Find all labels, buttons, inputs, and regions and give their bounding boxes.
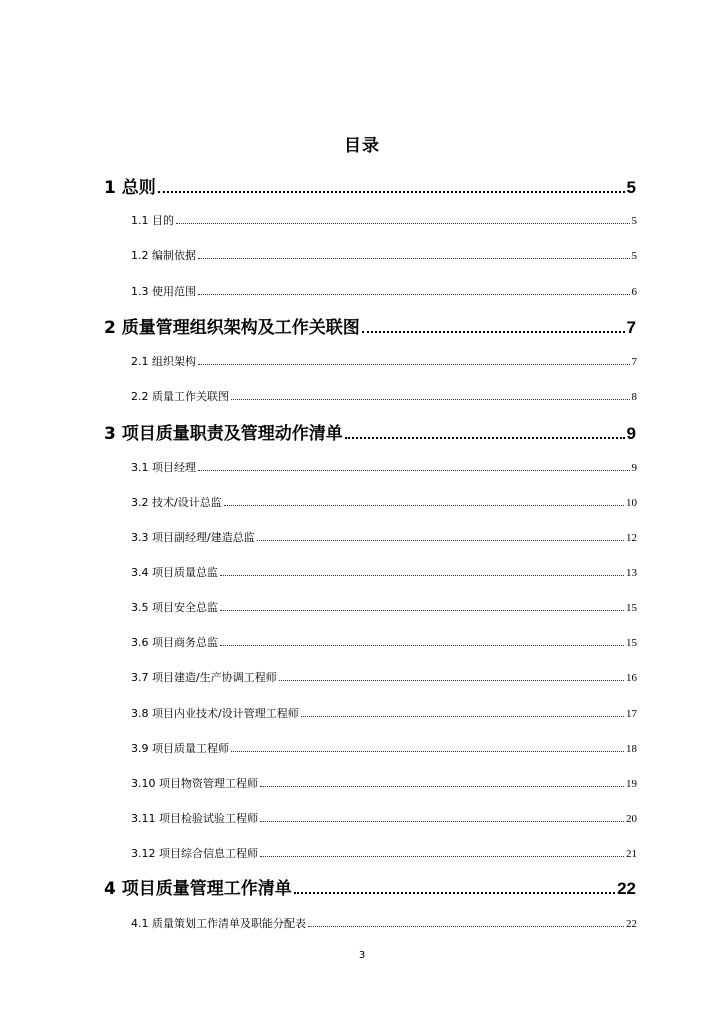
dot-leader — [198, 364, 630, 365]
toc-entry-page: 8 — [631, 391, 637, 403]
toc-entry-page: 21 — [626, 848, 637, 860]
dot-leader — [294, 892, 615, 894]
toc-entry-page: 6 — [631, 286, 637, 298]
toc-entry-page: 7 — [631, 356, 637, 368]
toc-entry-3-1[interactable] — [131, 459, 637, 475]
toc-entry-label: 1.2 编制依据 — [131, 249, 196, 262]
toc-entry-label: 3.7 项目建造/生产协调工程师 — [131, 671, 277, 684]
toc-entry-page: 12 — [626, 532, 637, 544]
page-number: 3 — [358, 950, 366, 961]
toc-entry-label: 3.4 项目质量总监 — [131, 566, 218, 579]
toc-entry-page: 15 — [626, 602, 637, 614]
dot-leader — [224, 505, 624, 506]
dot-leader — [308, 926, 624, 927]
dot-leader — [260, 786, 624, 787]
toc-entry-label: 3.9 项目质量工程师 — [131, 742, 229, 755]
toc-entry-1[interactable] — [104, 173, 636, 198]
dot-leader — [260, 821, 624, 822]
toc-entry-label: 1.3 使用范围 — [131, 285, 196, 298]
toc-entry-page: 9 — [631, 462, 637, 474]
toc-entry-3-9[interactable] — [131, 740, 637, 756]
toc-entry-3-10[interactable] — [131, 775, 637, 791]
toc-entry-page: 5 — [631, 215, 637, 227]
toc-entry-3-6[interactable] — [131, 634, 637, 650]
dot-leader — [231, 751, 624, 752]
toc-entry-page: 13 — [626, 567, 637, 579]
toc-entry-label: 4 项目质量管理工作清单 — [104, 879, 292, 899]
toc-entry-3-4[interactable] — [131, 564, 637, 580]
toc-entry-label: 3.6 项目商务总监 — [131, 636, 218, 649]
toc-entry-4-1[interactable] — [131, 915, 637, 931]
toc-entry-label: 2.2 质量工作关联图 — [131, 390, 229, 403]
toc-entry-page: 16 — [626, 672, 637, 684]
toc-entry-page: 7 — [626, 318, 636, 337]
toc-entry-1-3[interactable] — [131, 283, 637, 299]
toc-entry-page: 5 — [626, 178, 636, 197]
toc-entry-label: 3.5 项目安全总监 — [131, 601, 218, 614]
dot-leader — [362, 331, 625, 333]
toc-entry-3[interactable] — [104, 419, 636, 444]
toc-entry-label: 3 项目质量职责及管理动作清单 — [104, 424, 343, 444]
toc-entry-3-12[interactable] — [131, 845, 637, 861]
dot-leader — [198, 294, 630, 295]
toc-entry-label: 3.3 项目副经理/建造总监 — [131, 531, 255, 544]
toc-entry-1-2[interactable] — [131, 247, 637, 263]
toc-entry-label: 3.8 项目内业技术/设计管理工程师 — [131, 707, 299, 720]
toc-entry-label: 1.1 目的 — [131, 214, 174, 227]
toc-entry-page: 18 — [626, 743, 637, 755]
toc-entry-label: 3.2 技术/设计总监 — [131, 496, 222, 509]
toc-entry-page: 22 — [617, 879, 636, 898]
toc-entry-label: 2 质量管理组织架构及工作关联图 — [104, 318, 360, 338]
dot-leader — [231, 399, 630, 400]
toc-entry-label: 3.11 项目检验试验工程师 — [131, 812, 258, 825]
toc-entry-page: 22 — [626, 918, 637, 930]
toc-entry-label: 3.10 项目物资管理工程师 — [131, 777, 258, 790]
toc-entry-page: 17 — [626, 708, 637, 720]
dot-leader — [158, 191, 625, 193]
toc-entry-3-3[interactable] — [131, 529, 637, 545]
toc-entry-page: 19 — [626, 778, 637, 790]
toc-entry-3-11[interactable] — [131, 810, 637, 826]
toc-entry-page: 10 — [626, 497, 637, 509]
dot-leader — [260, 856, 624, 857]
dot-leader — [301, 716, 624, 717]
dot-leader — [279, 680, 624, 681]
toc-title: 目录 — [344, 136, 380, 156]
toc-entry-3-2[interactable] — [131, 494, 637, 510]
dot-leader — [176, 223, 630, 224]
toc-entry-2-2[interactable] — [131, 388, 637, 404]
toc-entry-label: 2.1 组织架构 — [131, 355, 196, 368]
toc-entry-page: 5 — [631, 250, 637, 262]
toc-entry-label: 4.1 质量策划工作清单及职能分配表 — [131, 917, 306, 930]
dot-leader — [220, 610, 624, 611]
toc-entry-page: 20 — [626, 813, 637, 825]
toc-entry-4[interactable] — [104, 874, 636, 899]
toc-entry-label: 3.12 项目综合信息工程师 — [131, 847, 258, 860]
toc-entry-page: 15 — [626, 637, 637, 649]
toc-entry-3-7[interactable] — [131, 669, 637, 685]
toc-entry-1-1[interactable] — [131, 212, 637, 228]
toc-entry-label: 1 总则 — [104, 178, 156, 198]
dot-leader — [257, 540, 624, 541]
toc-entry-3-8[interactable] — [131, 705, 637, 721]
toc-entry-2-1[interactable] — [131, 353, 637, 369]
dot-leader — [198, 258, 630, 259]
dot-leader — [345, 437, 625, 439]
dot-leader — [198, 470, 630, 471]
toc-entry-label: 3.1 项目经理 — [131, 461, 196, 474]
toc-entry-3-5[interactable] — [131, 599, 637, 615]
toc-entry-page: 9 — [626, 424, 636, 443]
dot-leader — [220, 575, 624, 576]
toc-entry-2[interactable] — [104, 313, 636, 338]
dot-leader — [220, 645, 624, 646]
